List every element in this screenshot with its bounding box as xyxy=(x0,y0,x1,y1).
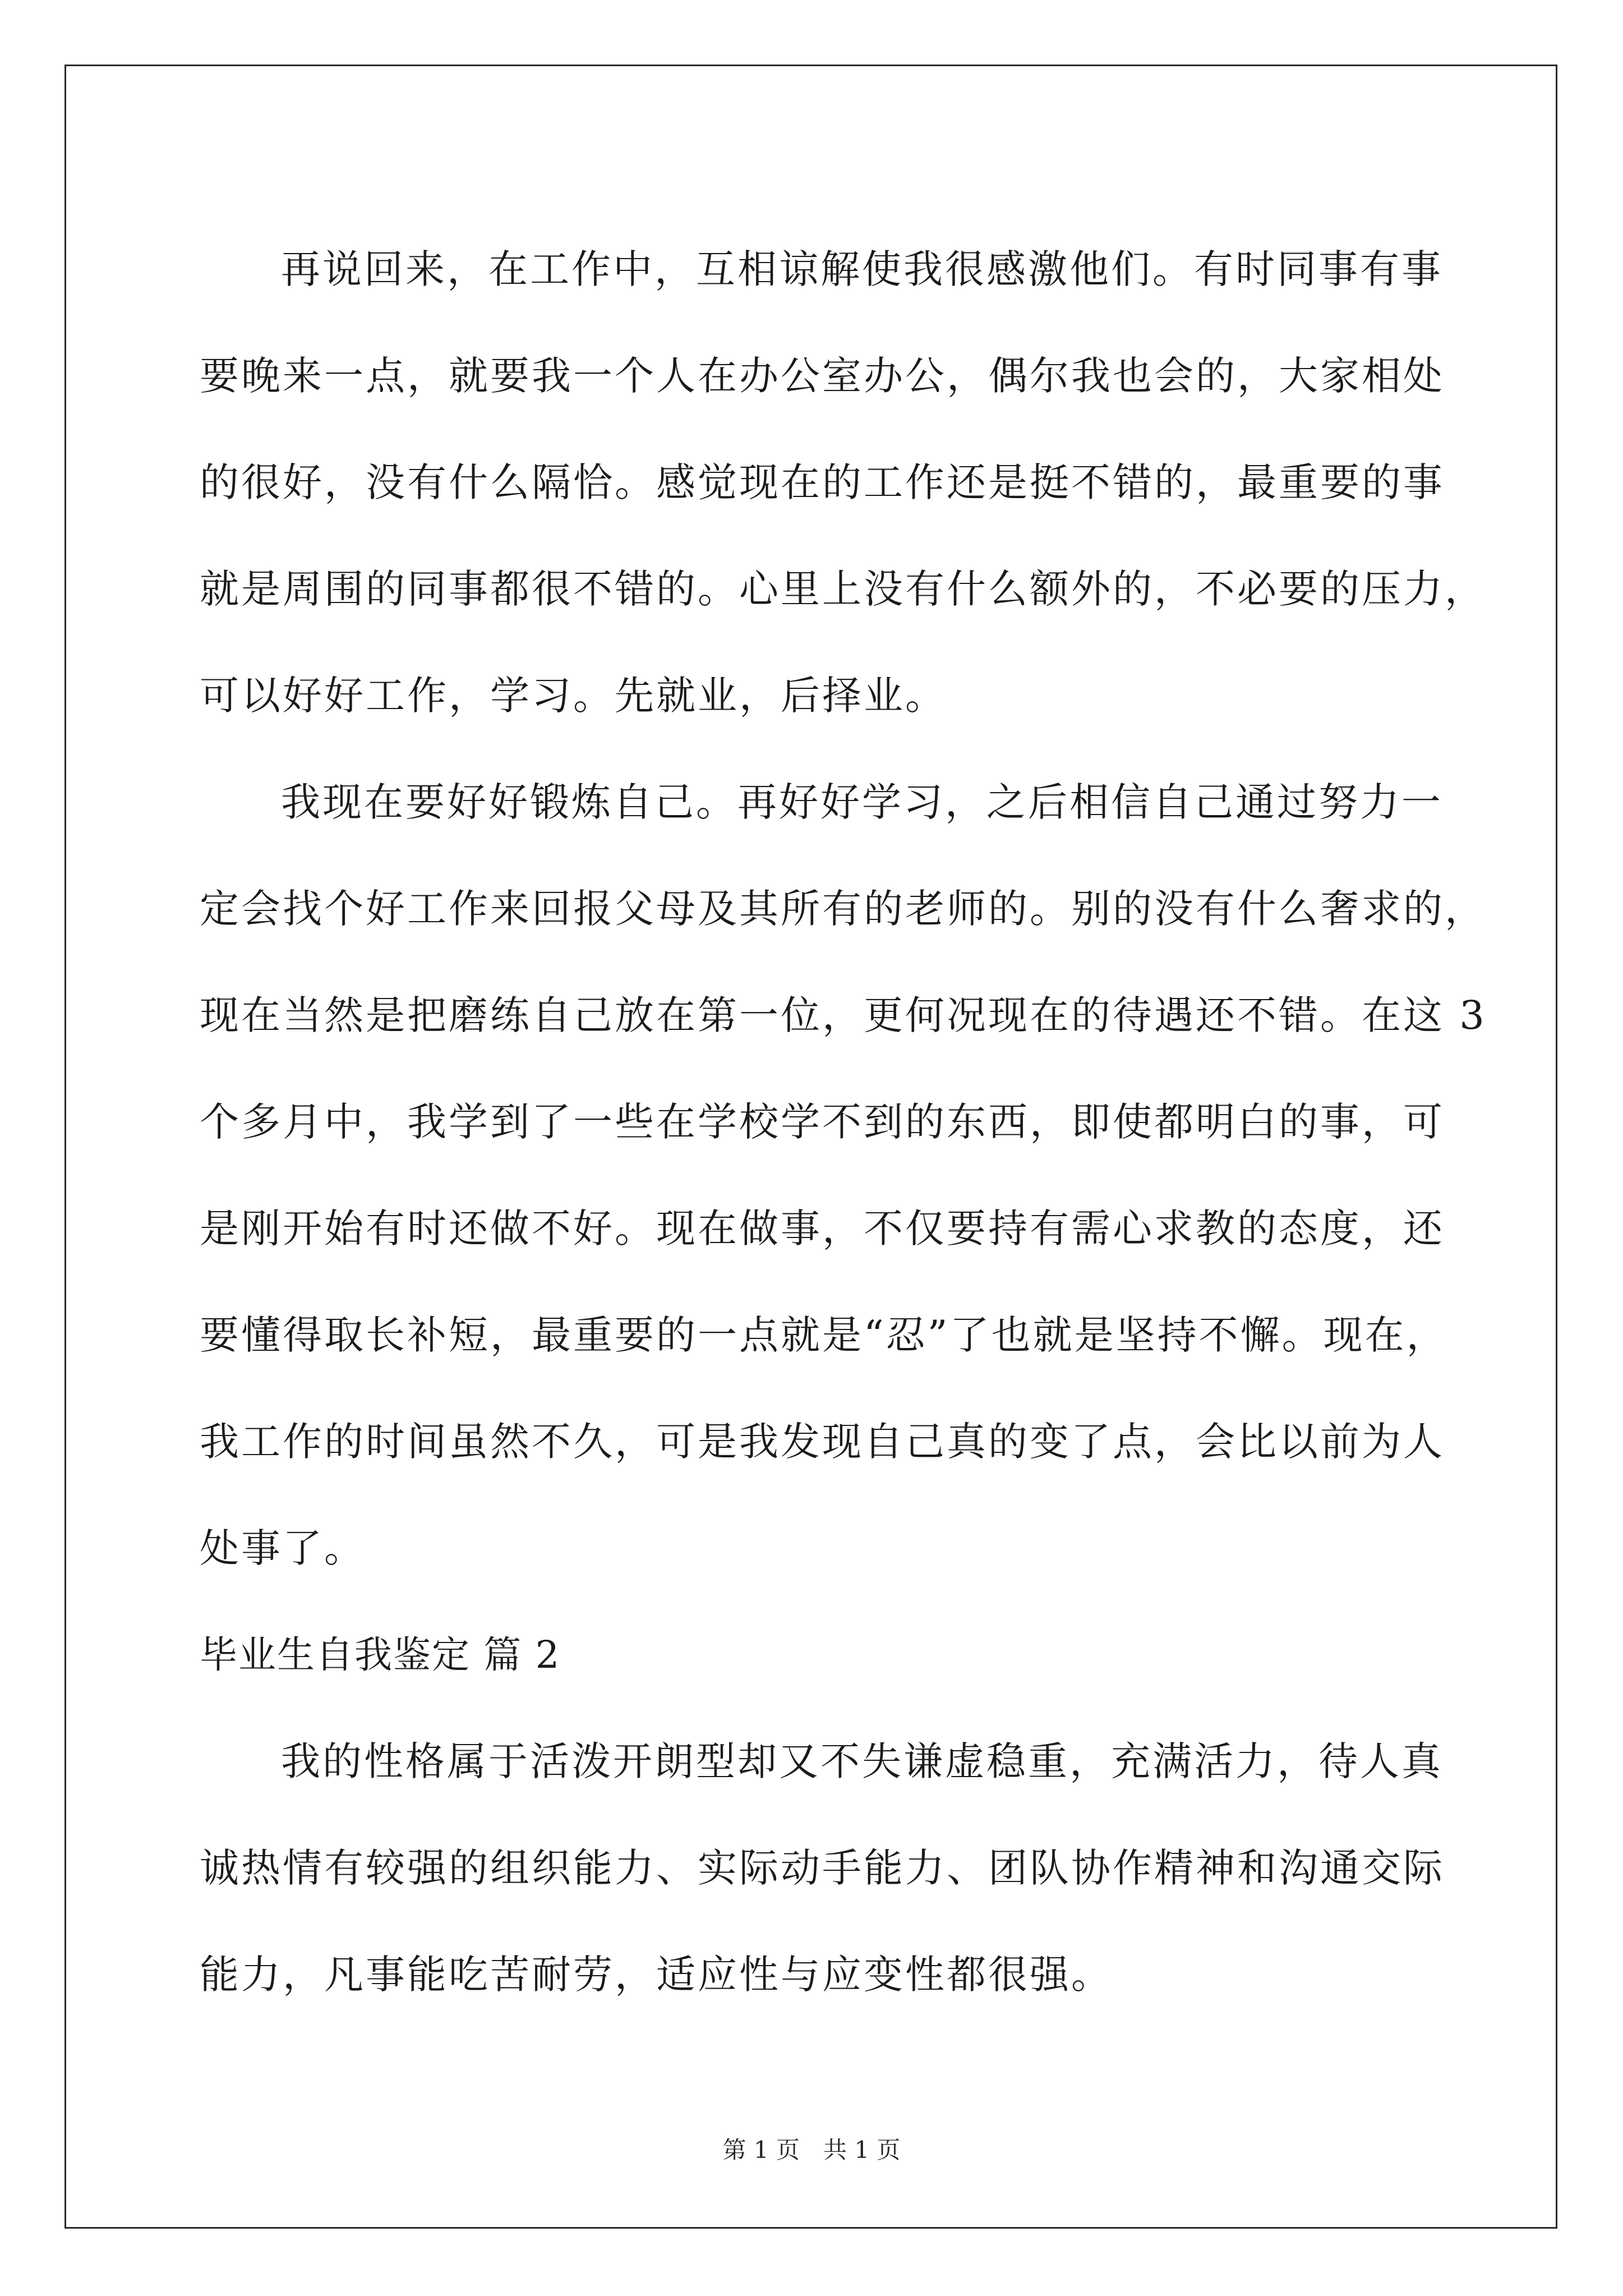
paragraph-2 xyxy=(200,749,1487,1602)
paragraph-line: 要懂得取长补短，最重要的一点就是“忍”了也就是坚持不懈。现在， xyxy=(200,1312,1448,1358)
paragraph-line: 定会找个好工作来回报父母及其所有的老师的。别的没有什么奢求的， xyxy=(200,886,1486,932)
paragraph-line: 我的性格属于活泼开朗型却又不失谦虚稳重，充满活力，待人真 xyxy=(281,1738,1443,1784)
paragraph-1 xyxy=(200,216,1486,749)
page-footer: 第 1 页 共 1 页 xyxy=(722,2136,901,2164)
paragraph-3 xyxy=(200,1708,1454,2028)
section-heading: 毕业生自我鉴定 篇 2 xyxy=(200,1633,561,1677)
paragraph-line: 现在当然是把磨练自己放在第一位，更何况现在的待遇还不错。在这 3 xyxy=(200,992,1487,1038)
document-body xyxy=(200,216,1487,2028)
paragraph-line: 就是周围的同事都很不错的。心里上没有什么额外的，不必要的压力， xyxy=(200,566,1486,612)
paragraph-line: 诚热情有较强的组织能力、实际动手能力、团队协作精神和沟通交际 xyxy=(200,1845,1445,1891)
paragraph-line: 能力，凡事能吃苦耐劳，适应性与应变性都很强。 xyxy=(200,1952,1113,1998)
paragraph-line: 我现在要好好锻炼自己。再好好学习，之后相信自己通过努力一 xyxy=(281,779,1443,825)
paragraph-line: 是刚开始有时还做不好。现在做事，不仅要持有需心求教的态度，还 xyxy=(200,1205,1445,1251)
paragraph-line: 个多月中，我学到了一些在学校学不到的东西，即使都明白的事，可 xyxy=(200,1099,1445,1145)
paragraph-line: 处事了。 xyxy=(200,1525,366,1571)
paragraph-line: 要晚来一点，就要我一个人在办公室办公，偶尔我也会的，大家相处 xyxy=(200,353,1445,399)
paragraph-line: 我工作的时间虽然不久，可是我发现自己真的变了点，会比以前为人 xyxy=(200,1419,1445,1465)
paragraph-line: 的很好，没有什么隔恰。感觉现在的工作还是挺不错的，最重要的事 xyxy=(200,459,1445,505)
paragraph-line: 可以好好工作，学习。先就业，后择业。 xyxy=(200,673,947,719)
paragraph-line: 再说回来，在工作中，互相谅解使我很感激他们。有时同事有事 xyxy=(281,246,1443,292)
